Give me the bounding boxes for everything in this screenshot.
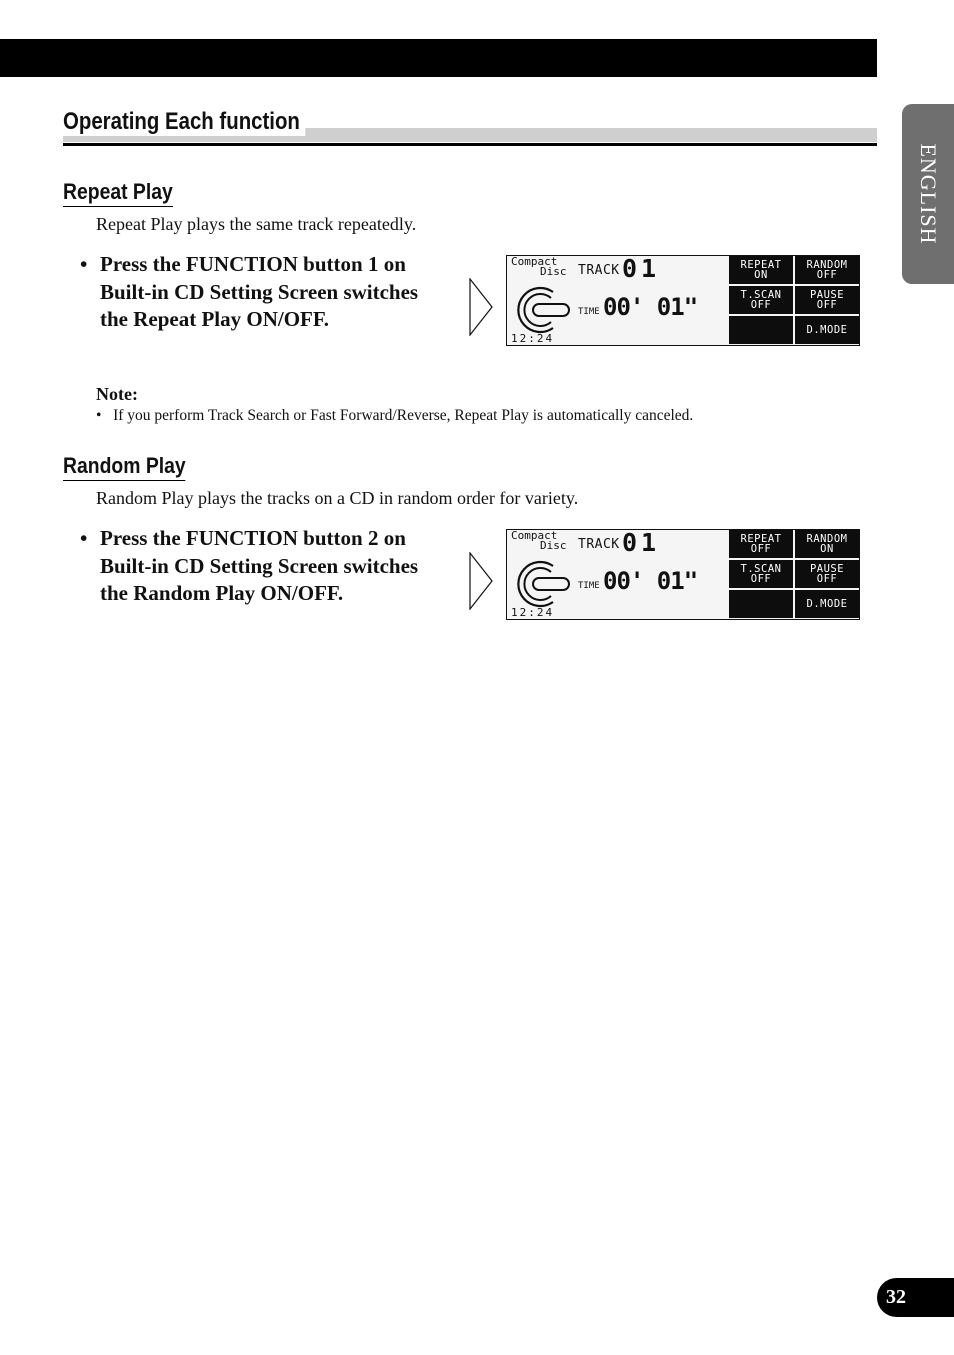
random-play-intro: Random Play plays the tracks on a CD in random order for variety. — [96, 488, 579, 508]
random-button-state: OFF — [816, 269, 838, 281]
pause-button-label: PAUSE — [809, 289, 845, 301]
note-item — [96, 407, 693, 425]
note-label: Note: — [96, 384, 138, 404]
disc-icon — [513, 558, 571, 610]
repeat-play-step — [80, 251, 430, 334]
tscan-button-label: T.SCAN — [740, 289, 782, 301]
bullet: • — [80, 252, 88, 276]
dmode-button[interactable] — [795, 590, 859, 618]
track-number: 01 — [622, 254, 661, 283]
clock: 12:24 — [511, 332, 555, 345]
repeat-button-state: OFF — [750, 543, 772, 555]
random-play-step — [80, 525, 430, 608]
random-play-heading: Random Play — [63, 453, 186, 481]
tscan-button[interactable] — [729, 560, 793, 588]
tscan-button-state: OFF — [750, 573, 772, 585]
disc-icon — [513, 284, 571, 336]
time-label: TIME — [578, 581, 600, 591]
source-label-line2: Disc — [540, 539, 567, 552]
time-value: 00' 01" — [603, 567, 698, 595]
time-value: 00' 01" — [603, 293, 698, 321]
bullet: • — [80, 526, 88, 550]
dmode-button-label: D.MODE — [806, 324, 848, 336]
section-heading — [63, 108, 877, 146]
repeat-button-label: REPEAT — [740, 533, 782, 545]
tscan-button-state: OFF — [750, 299, 772, 311]
repeat-button-state: ON — [754, 269, 768, 281]
function-buttons — [729, 256, 859, 344]
dmode-button[interactable] — [795, 316, 859, 344]
source-label — [511, 257, 567, 277]
cd-display-repeat — [506, 255, 860, 346]
section-title: Operating Each function — [63, 108, 305, 136]
random-button[interactable] — [795, 256, 859, 284]
track-label: TRACK — [578, 537, 620, 552]
function-buttons — [729, 530, 859, 618]
clock: 12:24 — [511, 606, 555, 619]
pause-button[interactable] — [795, 560, 859, 588]
repeat-play-intro: Repeat Play plays the same track repeatedly. — [96, 214, 417, 234]
source-label-line2: Disc — [540, 265, 567, 278]
repeat-play-step-text: Press the FUNCTION button 1 on Built-in CD Setting Screen switches the Repeat Play ON/OFF. — [100, 252, 419, 331]
source-label-line1: Compact — [511, 255, 558, 268]
repeat-button[interactable] — [729, 530, 793, 558]
language-tab — [902, 104, 954, 284]
cd-display-random — [506, 529, 860, 620]
repeat-button[interactable] — [729, 256, 793, 284]
blank-button[interactable] — [729, 316, 793, 344]
page-number: 32 — [877, 1278, 954, 1317]
note-bullet: • — [96, 407, 102, 424]
tscan-button[interactable] — [729, 286, 793, 314]
pause-button-state: OFF — [816, 573, 838, 585]
repeat-button-label: REPEAT — [740, 259, 782, 271]
random-button[interactable] — [795, 530, 859, 558]
time-label: TIME — [578, 307, 600, 317]
section-heading-rule — [63, 143, 877, 146]
arrow-right-icon — [468, 552, 494, 610]
dmode-button-label: D.MODE — [806, 598, 848, 610]
pause-button-state: OFF — [816, 299, 838, 311]
random-button-label: RANDOM — [806, 259, 848, 271]
pause-button[interactable] — [795, 286, 859, 314]
random-button-label: RANDOM — [806, 533, 848, 545]
random-play-step-text: Press the FUNCTION button 2 on Built-in CD Setting Screen switches the Random Play ON/OFF. — [100, 526, 419, 605]
blank-button[interactable] — [729, 590, 793, 618]
track-label: TRACK — [578, 263, 620, 278]
source-label-line1: Compact — [511, 529, 558, 542]
header-bar — [0, 39, 877, 77]
arrow-right-icon — [468, 278, 494, 336]
track-number: 01 — [622, 528, 661, 557]
source-label — [511, 531, 567, 551]
tscan-button-label: T.SCAN — [740, 563, 782, 575]
pause-button-label: PAUSE — [809, 563, 845, 575]
random-button-state: ON — [820, 543, 834, 555]
language-tab-label: ENGLISH — [916, 143, 941, 245]
note-text: If you perform Track Search or Fast Forward/Reverse, Repeat Play is automatically canceled. — [113, 407, 694, 424]
repeat-play-heading: Repeat Play — [63, 179, 173, 207]
